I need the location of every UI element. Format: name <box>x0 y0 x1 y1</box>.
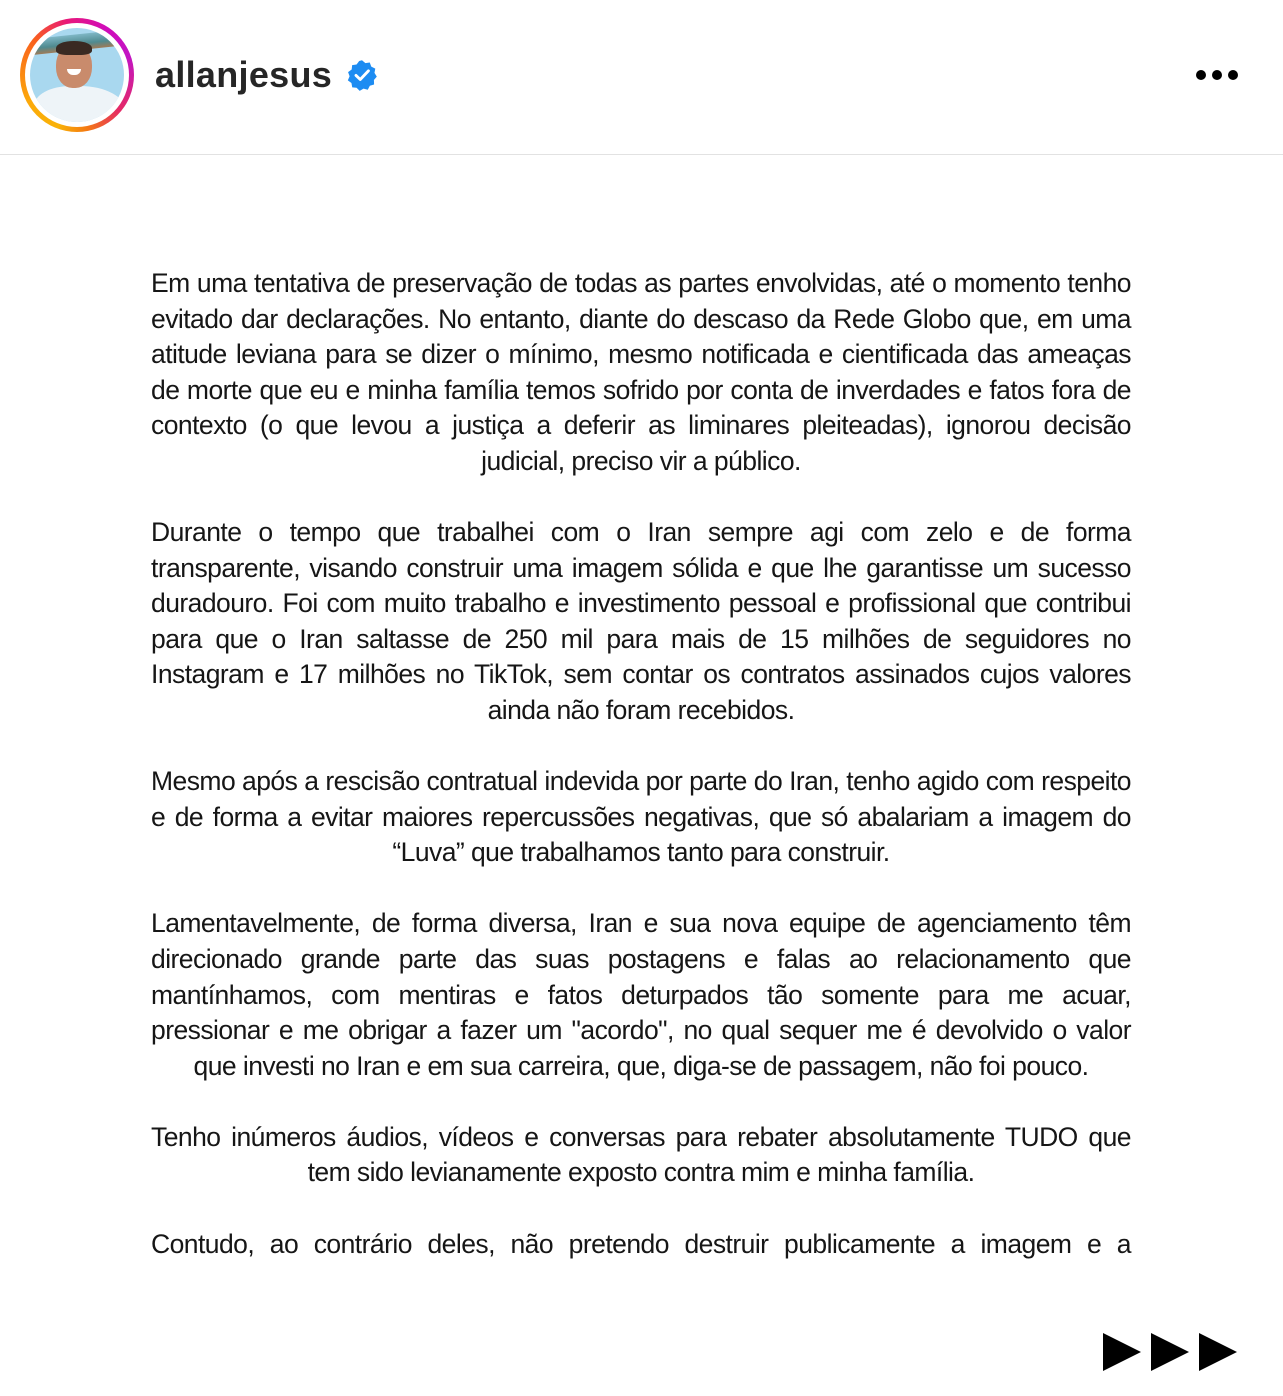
statement-paragraph-2: Durante o tempo que trabalhei com o Iran sempre agi com zelo e de forma transparente, visando construir uma imagem sólida e que lhe garantisse um sucesso duradouro. Foi com muito trabalho e investimento pessoal e profissional que contribui para que o Iran saltasse de 250 mil para mais de 15 milhões de seguidores no Instagram e 17 milhões no TikTok, sem contar os contratos assinados cujos valores ainda não foram recebidos. <box>151 517 1131 726</box>
story-ring[interactable] <box>20 18 134 132</box>
statement-paragraph-1: Em uma tentativa de preservação de todas as partes envolvidas, até o momento tenho evitado dar declarações. No entanto, diante do descaso da Rede Globo que, em uma atitude leviana para se dizer o mínimo, mesmo notificada e cientificada das ameaças de morte que eu e minha família temos sofrido por conta de inverdades e fatos fora de contexto (o que levou a justiça a deferir as liminares pleiteadas), ignorou decisão judicial, preciso vir a público. <box>151 268 1131 476</box>
statement-paragraph-5: Tenho inúmeros áudios, vídeos e conversas para rebater absolutamente TUDO que tem sido levianamente exposto contra mim e minha família. <box>151 1121 1131 1188</box>
play-arrow-icon <box>1151 1333 1189 1371</box>
next-slide-button[interactable] <box>1103 1333 1243 1373</box>
play-arrow-icon <box>1103 1333 1141 1371</box>
statement-paragraph-4: Lamentavelmente, de forma diversa, Iran e sua nova equipe de agenciamento têm direcionado grande parte das suas postagens e falas ao relacionamento que mantínhamos, com mentiras e fatos deturpados tão somente para me acuar, pressionar e me obrigar a fazer um "acordo", no qual sequer me é devolvido o valor que investi no Iran e em sua carreira, que, diga-se de passagem, não foi pouco. <box>151 908 1131 1081</box>
username-link[interactable]: allanjesus <box>155 54 333 95</box>
more-horizontal-icon <box>1228 70 1238 80</box>
avatar-hair <box>56 41 92 55</box>
statement-paragraph-3: Mesmo após a rescisão contratual indevida por parte do Iran, tenho agido com respeito e de forma a evitar maiores repercussões negativas, que só abalariam a imagem do “Luva” que trabalhamos tanto para construir. <box>151 766 1131 868</box>
post-header <box>0 0 1283 155</box>
avatar-shirt <box>34 86 124 122</box>
more-horizontal-icon <box>1196 70 1206 80</box>
play-arrow-icon <box>1199 1333 1237 1371</box>
verified-badge-icon <box>346 59 378 91</box>
avatar[interactable] <box>30 28 124 122</box>
avatar-border <box>25 23 129 127</box>
statement-paragraph-6: Contudo, ao contrário deles, não pretendo destruir publicamente a imagem e a <box>151 1228 1131 1259</box>
post-text-image <box>151 266 1131 1298</box>
username-row <box>155 52 378 98</box>
more-options-button[interactable] <box>1190 60 1244 90</box>
more-horizontal-icon <box>1212 70 1222 80</box>
